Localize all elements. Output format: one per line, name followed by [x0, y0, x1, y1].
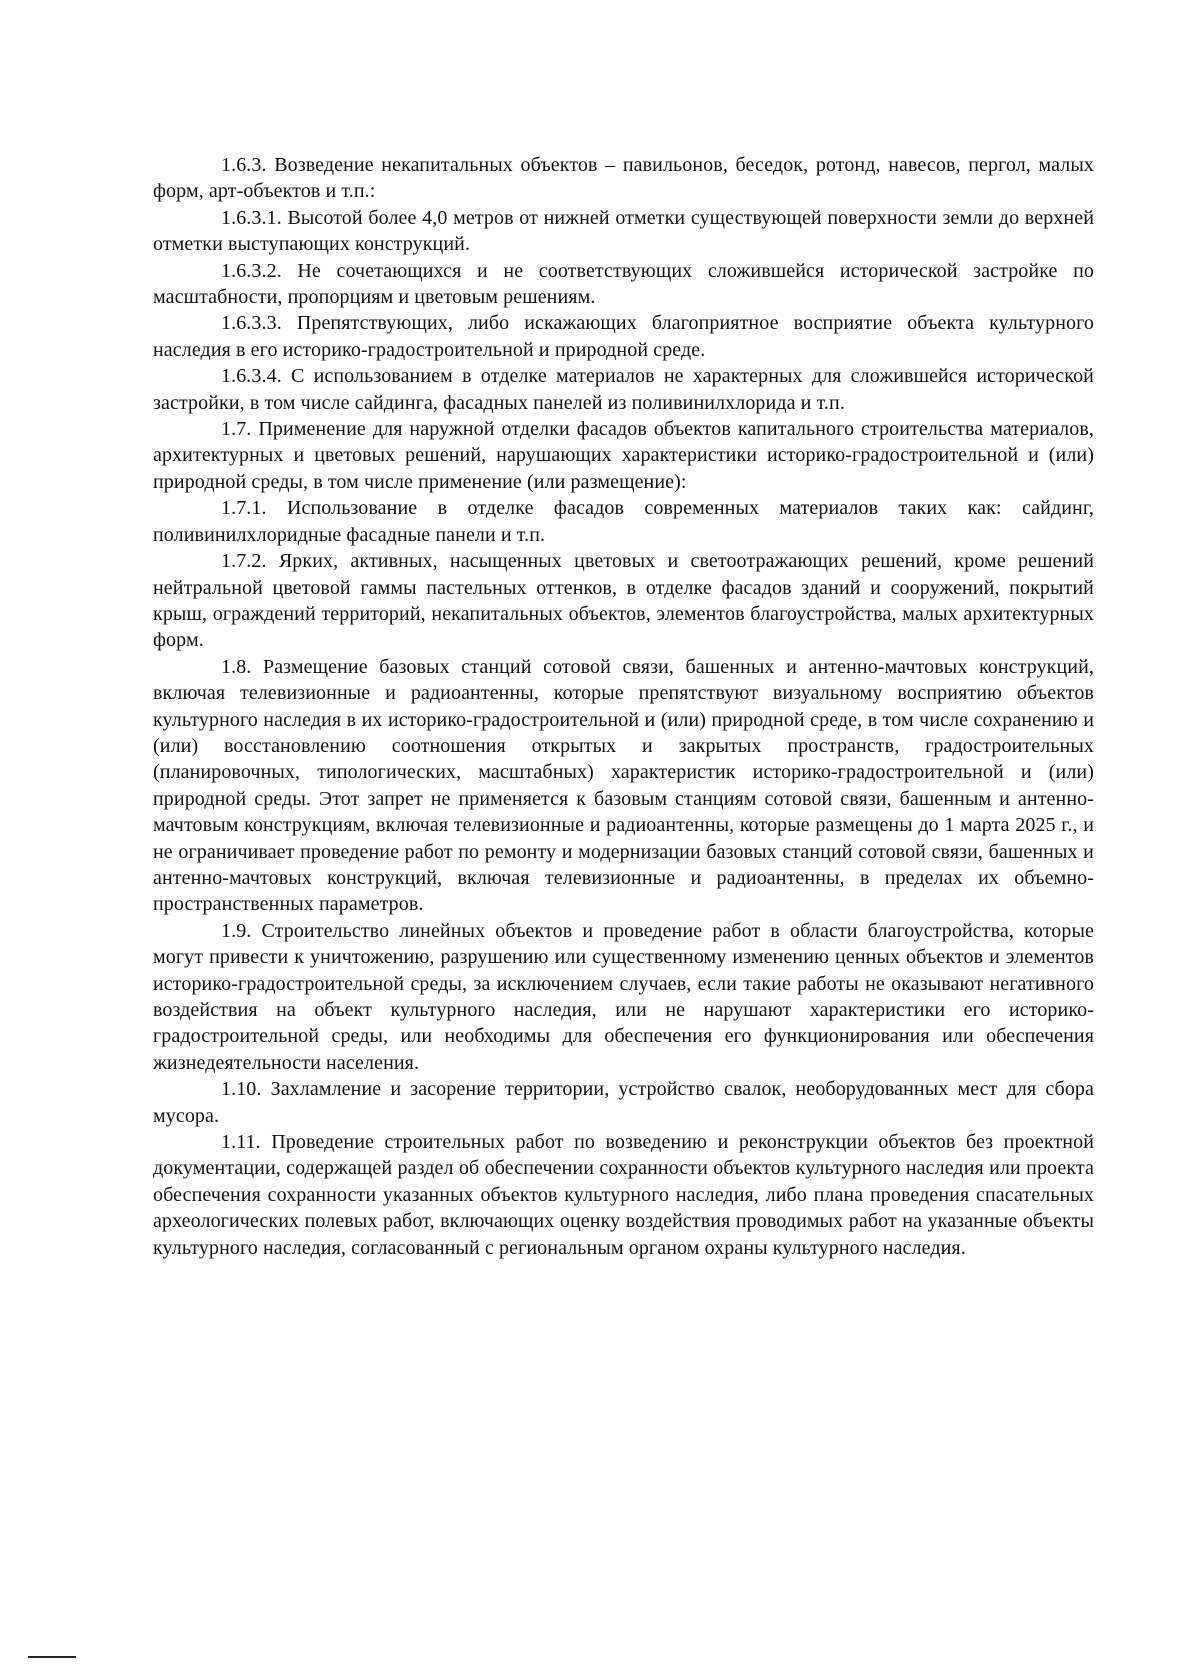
- paragraph-1-9: 1.9. Строительство линейных объектов и проведение работ в области благоустройства, которые могут привести к уничтожению, разрушению или существенному изменению ценных объектов и элементов историко-градостроительной среды, за исключением случаев, если такие работы не оказывают негативного воздействия на объект культурного наследия, или не нарушают характеристики его историко-градостроительной среды, или необходимы для обеспечения его функционирования или обеспечения жизнедеятельности населения.: [153, 919, 1094, 1074]
- paragraph-1-10: 1.10. Захламление и засорение территории, устройство свалок, необорудованных мест для сбора мусора.: [153, 1078, 1094, 1127]
- paragraph-1-7-2: 1.7.2. Ярких, активных, насыщенных цветовых и светоотражающих решений, кроме решений нейтральной цветовой гаммы пастельных оттенков, в отделке фасадов зданий и сооружений, покрытий крыш, ограждений территорий, некапитальных объектов, элементов благоустройства, малых архитектурных форм.: [153, 550, 1094, 652]
- paragraph-1-7-1: 1.7.1. Использование в отделке фасадов современных материалов таких как: сайдинг, поливинилхлоридные фасадные панели и т.п.: [153, 497, 1094, 546]
- paragraph-1-6-3-2: 1.6.3.2. Не сочетающихся и не соответствующих сложившейся исторической застройке по масштабности, пропорциям и цветовым решениям.: [153, 259, 1094, 309]
- paragraph-1-6-3-1: 1.6.3.1. Высотой более 4,0 метров от нижней отметки существующей поверхности земли до верхней отметки выступающих конструкций.: [153, 206, 1094, 256]
- paragraph-1-7: 1.7. Применение для наружной отделки фасадов объектов капитального строительства материалов, архитектурных и цветовых решений, нарушающих характеристики историко-градостроительной и (или) природной среды, в том числе применение (или размещение):: [153, 418, 1094, 493]
- paragraph-1-11: 1.11. Проведение строительных работ по возведению и реконструкции объектов без проектной документации, содержащей раздел об обеспечении сохранности объектов культурного наследия или проекта обеспечения сохранности указанных объектов культурного наследия, либо плана проведения спасательных археологических полевых работ, включающих оценку воздействия проводимых работ на указанные объекты культурного наследия, согласованный с региональным органом охраны культурного наследия.: [153, 1131, 1094, 1259]
- document-body: [153, 152, 1094, 1261]
- scan-edge-mark: [28, 1656, 76, 1658]
- paragraph-1-6-3: 1.6.3. Возведение некапитальных объектов – павильонов, беседок, ротонд, навесов, пергол, малых форм, арт-объектов и т.п.:: [153, 154, 1094, 203]
- paragraph-1-6-3-3: 1.6.3.3. Препятствующих, либо искажающих благоприятное восприятие объекта культурного наследия в его историко-градостроительной и природной среде.: [153, 312, 1094, 361]
- paragraph-1-8: 1.8. Размещение базовых станций сотовой связи, башенных и антенно-мачтовых конструкций, включая телевизионные и радиоантенны, которые препятствуют визуальному восприятию объектов культурного наследия в их историко-градостроительной и (или) природной среде, в том числе сохранению и (или) восстановлению соотношения открытых и закрытых пространств, градостроительных (планировочных, типологических, масштабных) характеристик историко-градостроительной и (или) природной среды. Этот запрет не применяется к базовым станциям сотовой связи, башенным и антенно-мачтовым конструкциям, включая телевизионные и радиоантенны, которые размещены до 1 марта 2025 г., и не ограничивает проведение работ по ремонту и модернизации базовых станций сотовой связи, башенных и антенно-мачтовых конструкций, включая телевизионные и радиоантенны, в пределах их объемно-пространственных параметров.: [153, 655, 1094, 916]
- paragraph-1-6-3-4: 1.6.3.4. С использованием в отделке материалов не характерных для сложившейся исторической застройки, в том числе сайдинга, фасадных панелей из поливинилхлорида и т.п.: [153, 365, 1094, 414]
